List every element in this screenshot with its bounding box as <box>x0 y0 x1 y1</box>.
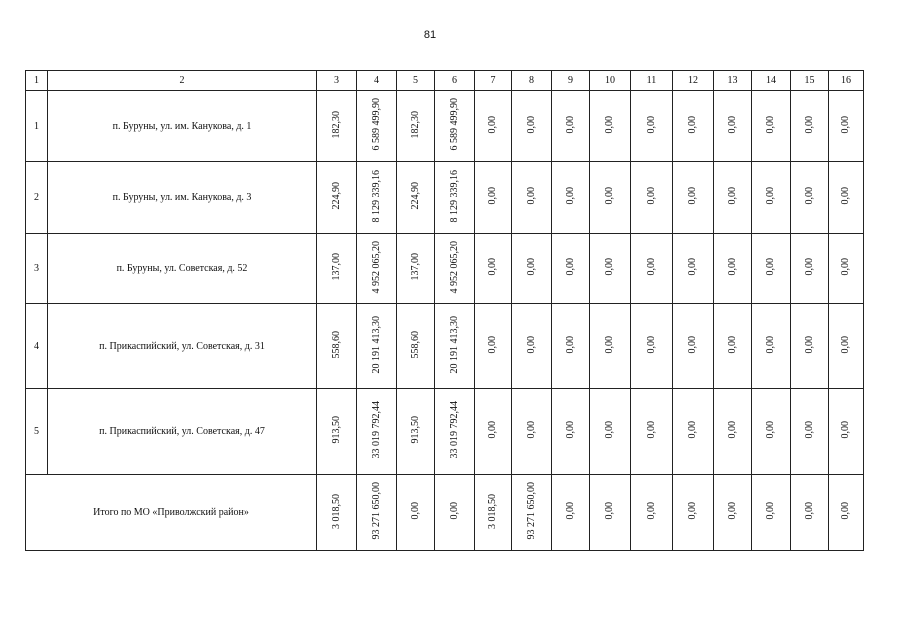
value-cell: 0,00 <box>752 304 791 389</box>
header-cell: 3 <box>317 71 357 91</box>
value-cell: 0,00 <box>631 91 673 162</box>
value-cell: 0,00 <box>791 304 829 389</box>
total-value-cell: 0,00 <box>397 475 435 551</box>
address-cell: п. Буруны, ул. им. Канукова, д. 1 <box>48 91 317 162</box>
value-cell: 0,00 <box>714 304 752 389</box>
address-cell: п. Буруны, ул. Советская, д. 52 <box>48 234 317 304</box>
value-cell: 137,00 <box>397 234 435 304</box>
value-cell: 0,00 <box>752 234 791 304</box>
total-value-cell: 0,00 <box>673 475 714 551</box>
value-cell: 0,00 <box>631 234 673 304</box>
value-cell: 0,00 <box>512 234 552 304</box>
total-value-cell: 0,00 <box>829 475 864 551</box>
total-value-cell: 0,00 <box>435 475 475 551</box>
table-row <box>26 304 864 389</box>
header-cell: 6 <box>435 71 475 91</box>
value-cell: 0,00 <box>714 162 752 234</box>
value-cell: 0,00 <box>714 389 752 475</box>
value-cell: 0,00 <box>590 234 631 304</box>
header-cell: 10 <box>590 71 631 91</box>
data-table <box>25 70 864 551</box>
header-cell: 12 <box>673 71 714 91</box>
value-cell: 20 191 413,30 <box>357 304 397 389</box>
value-cell: 0,00 <box>673 389 714 475</box>
row-number: 1 <box>26 91 48 162</box>
header-cell: 8 <box>512 71 552 91</box>
page-number: 81 <box>423 29 437 41</box>
value-cell: 182,30 <box>317 91 357 162</box>
header-cell: 5 <box>397 71 435 91</box>
header-cell: 9 <box>552 71 590 91</box>
value-cell: 0,00 <box>512 91 552 162</box>
value-cell: 6 589 499,90 <box>435 91 475 162</box>
row-number: 4 <box>26 304 48 389</box>
value-cell: 8 129 339,16 <box>435 162 475 234</box>
total-value-cell: 93 271 650,00 <box>357 475 397 551</box>
value-cell: 0,00 <box>552 234 590 304</box>
value-cell: 0,00 <box>791 389 829 475</box>
value-cell: 0,00 <box>631 304 673 389</box>
total-value-cell: 0,00 <box>590 475 631 551</box>
header-cell: 16 <box>829 71 864 91</box>
total-value-cell: 93 271 650,00 <box>512 475 552 551</box>
value-cell: 0,00 <box>552 304 590 389</box>
value-cell: 0,00 <box>475 304 512 389</box>
value-cell: 137,00 <box>317 234 357 304</box>
value-cell: 0,00 <box>512 389 552 475</box>
value-cell: 20 191 413,30 <box>435 304 475 389</box>
value-cell: 182,30 <box>397 91 435 162</box>
value-cell: 0,00 <box>752 389 791 475</box>
header-cell: 4 <box>357 71 397 91</box>
value-cell: 0,00 <box>829 162 864 234</box>
header-cell: 7 <box>475 71 512 91</box>
value-cell: 0,00 <box>714 91 752 162</box>
value-cell: 224,90 <box>397 162 435 234</box>
value-cell: 0,00 <box>475 234 512 304</box>
address-cell: п. Буруны, ул. им. Канукова, д. 3 <box>48 162 317 234</box>
value-cell: 0,00 <box>475 162 512 234</box>
value-cell: 558,60 <box>317 304 357 389</box>
value-cell: 0,00 <box>673 234 714 304</box>
total-value-cell: 0,00 <box>791 475 829 551</box>
value-cell: 0,00 <box>829 91 864 162</box>
row-number: 3 <box>26 234 48 304</box>
total-value-cell: 0,00 <box>631 475 673 551</box>
value-cell: 0,00 <box>829 304 864 389</box>
value-cell: 0,00 <box>752 91 791 162</box>
value-cell: 224,90 <box>317 162 357 234</box>
value-cell: 0,00 <box>590 389 631 475</box>
value-cell: 913,50 <box>317 389 357 475</box>
total-value-cell: 0,00 <box>552 475 590 551</box>
value-cell: 8 129 339,16 <box>357 162 397 234</box>
row-number: 5 <box>26 389 48 475</box>
value-cell: 0,00 <box>673 162 714 234</box>
total-label: Итого по МО «Приволжский район» <box>26 475 317 551</box>
header-cell: 15 <box>791 71 829 91</box>
value-cell: 0,00 <box>552 389 590 475</box>
table-row <box>26 234 864 304</box>
value-cell: 0,00 <box>552 91 590 162</box>
header-cell: 1 <box>26 71 48 91</box>
value-cell: 0,00 <box>791 162 829 234</box>
value-cell: 33 019 792,44 <box>357 389 397 475</box>
total-value-cell: 0,00 <box>714 475 752 551</box>
total-row <box>26 475 864 551</box>
value-cell: 0,00 <box>590 162 631 234</box>
value-cell: 0,00 <box>475 91 512 162</box>
total-value-cell: 3 018,50 <box>475 475 512 551</box>
address-cell: п. Прикаспийский, ул. Советская, д. 47 <box>48 389 317 475</box>
value-cell: 0,00 <box>752 162 791 234</box>
header-cell: 14 <box>752 71 791 91</box>
value-cell: 0,00 <box>475 389 512 475</box>
value-cell: 6 589 499,90 <box>357 91 397 162</box>
header-row <box>26 71 864 91</box>
value-cell: 0,00 <box>714 234 752 304</box>
value-cell: 0,00 <box>829 234 864 304</box>
value-cell: 0,00 <box>791 234 829 304</box>
value-cell: 0,00 <box>512 162 552 234</box>
value-cell: 0,00 <box>673 91 714 162</box>
table-row <box>26 162 864 234</box>
header-cell: 13 <box>714 71 752 91</box>
address-cell: п. Прикаспийский, ул. Советская, д. 31 <box>48 304 317 389</box>
value-cell: 0,00 <box>590 91 631 162</box>
value-cell: 913,50 <box>397 389 435 475</box>
header-cell: 2 <box>48 71 317 91</box>
value-cell: 0,00 <box>631 162 673 234</box>
value-cell: 558,60 <box>397 304 435 389</box>
header-cell: 11 <box>631 71 673 91</box>
value-cell: 33 019 792,44 <box>435 389 475 475</box>
value-cell: 0,00 <box>512 304 552 389</box>
value-cell: 0,00 <box>791 91 829 162</box>
row-number: 2 <box>26 162 48 234</box>
value-cell: 0,00 <box>829 389 864 475</box>
value-cell: 0,00 <box>673 304 714 389</box>
total-value-cell: 0,00 <box>752 475 791 551</box>
value-cell: 0,00 <box>631 389 673 475</box>
value-cell: 4 952 065,20 <box>357 234 397 304</box>
table-row <box>26 91 864 162</box>
table-row <box>26 389 864 475</box>
value-cell: 0,00 <box>590 304 631 389</box>
value-cell: 4 952 065,20 <box>435 234 475 304</box>
value-cell: 0,00 <box>552 162 590 234</box>
total-value-cell: 3 018,50 <box>317 475 357 551</box>
